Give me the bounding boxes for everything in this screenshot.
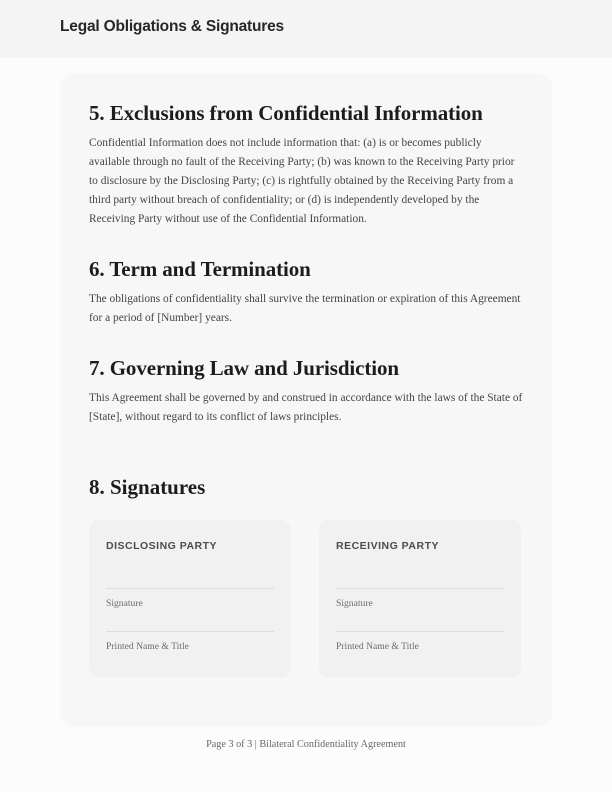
signatures-heading: 8. Signatures bbox=[89, 475, 206, 499]
page-title: Legal Obligations & Signatures bbox=[60, 18, 284, 35]
section-exclusions bbox=[89, 99, 523, 229]
document-page-surface bbox=[0, 58, 612, 792]
signature-field-label: Signature bbox=[106, 598, 143, 609]
signature-block-disclosing-party bbox=[89, 520, 291, 678]
app-header-bar bbox=[0, 0, 612, 58]
document-content bbox=[89, 99, 523, 704]
printed-name-field-label: Printed Name & Title bbox=[106, 641, 189, 652]
document-card bbox=[60, 73, 552, 727]
printed-name-line bbox=[336, 631, 504, 632]
signature-line bbox=[106, 588, 274, 589]
printed-name-line bbox=[106, 631, 274, 632]
section-governing-law bbox=[89, 354, 523, 427]
signature-field-label: Signature bbox=[336, 598, 373, 609]
section-heading: 5. Exclusions from Confidential Information bbox=[89, 101, 483, 125]
printed-name-field-label: Printed Name & Title bbox=[336, 641, 419, 652]
section-body: This Agreement shall be governed by and construed in accordance with the laws of the State of [State], without regard to its conflict of laws principles. bbox=[89, 392, 523, 423]
document-footer: Page 3 of 3 | Bilateral Confidentiality Agreement bbox=[206, 739, 406, 750]
section-body: Confidential Information does not include information that: (a) is or becomes publicly available through no fault of the Receiving Party; (b) was known to the Receiving Party prior to disclosure by the Disclosing Party; (c) is rightfully obtained by the Receiving Party from a third party without breach of confidentiality; or (d) is independently developed by the Receiving Party without use of the Confidential Information. bbox=[89, 137, 515, 225]
section-body: The obligations of confidentiality shall survive the termination or expiration of this Agreement for a period of [Number] years. bbox=[89, 293, 521, 324]
signature-block-title: RECEIVING PARTY bbox=[336, 540, 439, 552]
signature-line bbox=[336, 588, 504, 589]
section-term-and-termination bbox=[89, 255, 523, 328]
section-signatures bbox=[89, 473, 523, 678]
signature-block-title: DISCLOSING PARTY bbox=[106, 540, 218, 552]
section-heading: 7. Governing Law and Jurisdiction bbox=[89, 356, 399, 380]
section-heading: 6. Term and Termination bbox=[89, 257, 311, 281]
signature-block-receiving-party bbox=[319, 520, 521, 678]
signature-blocks-row bbox=[89, 520, 523, 678]
